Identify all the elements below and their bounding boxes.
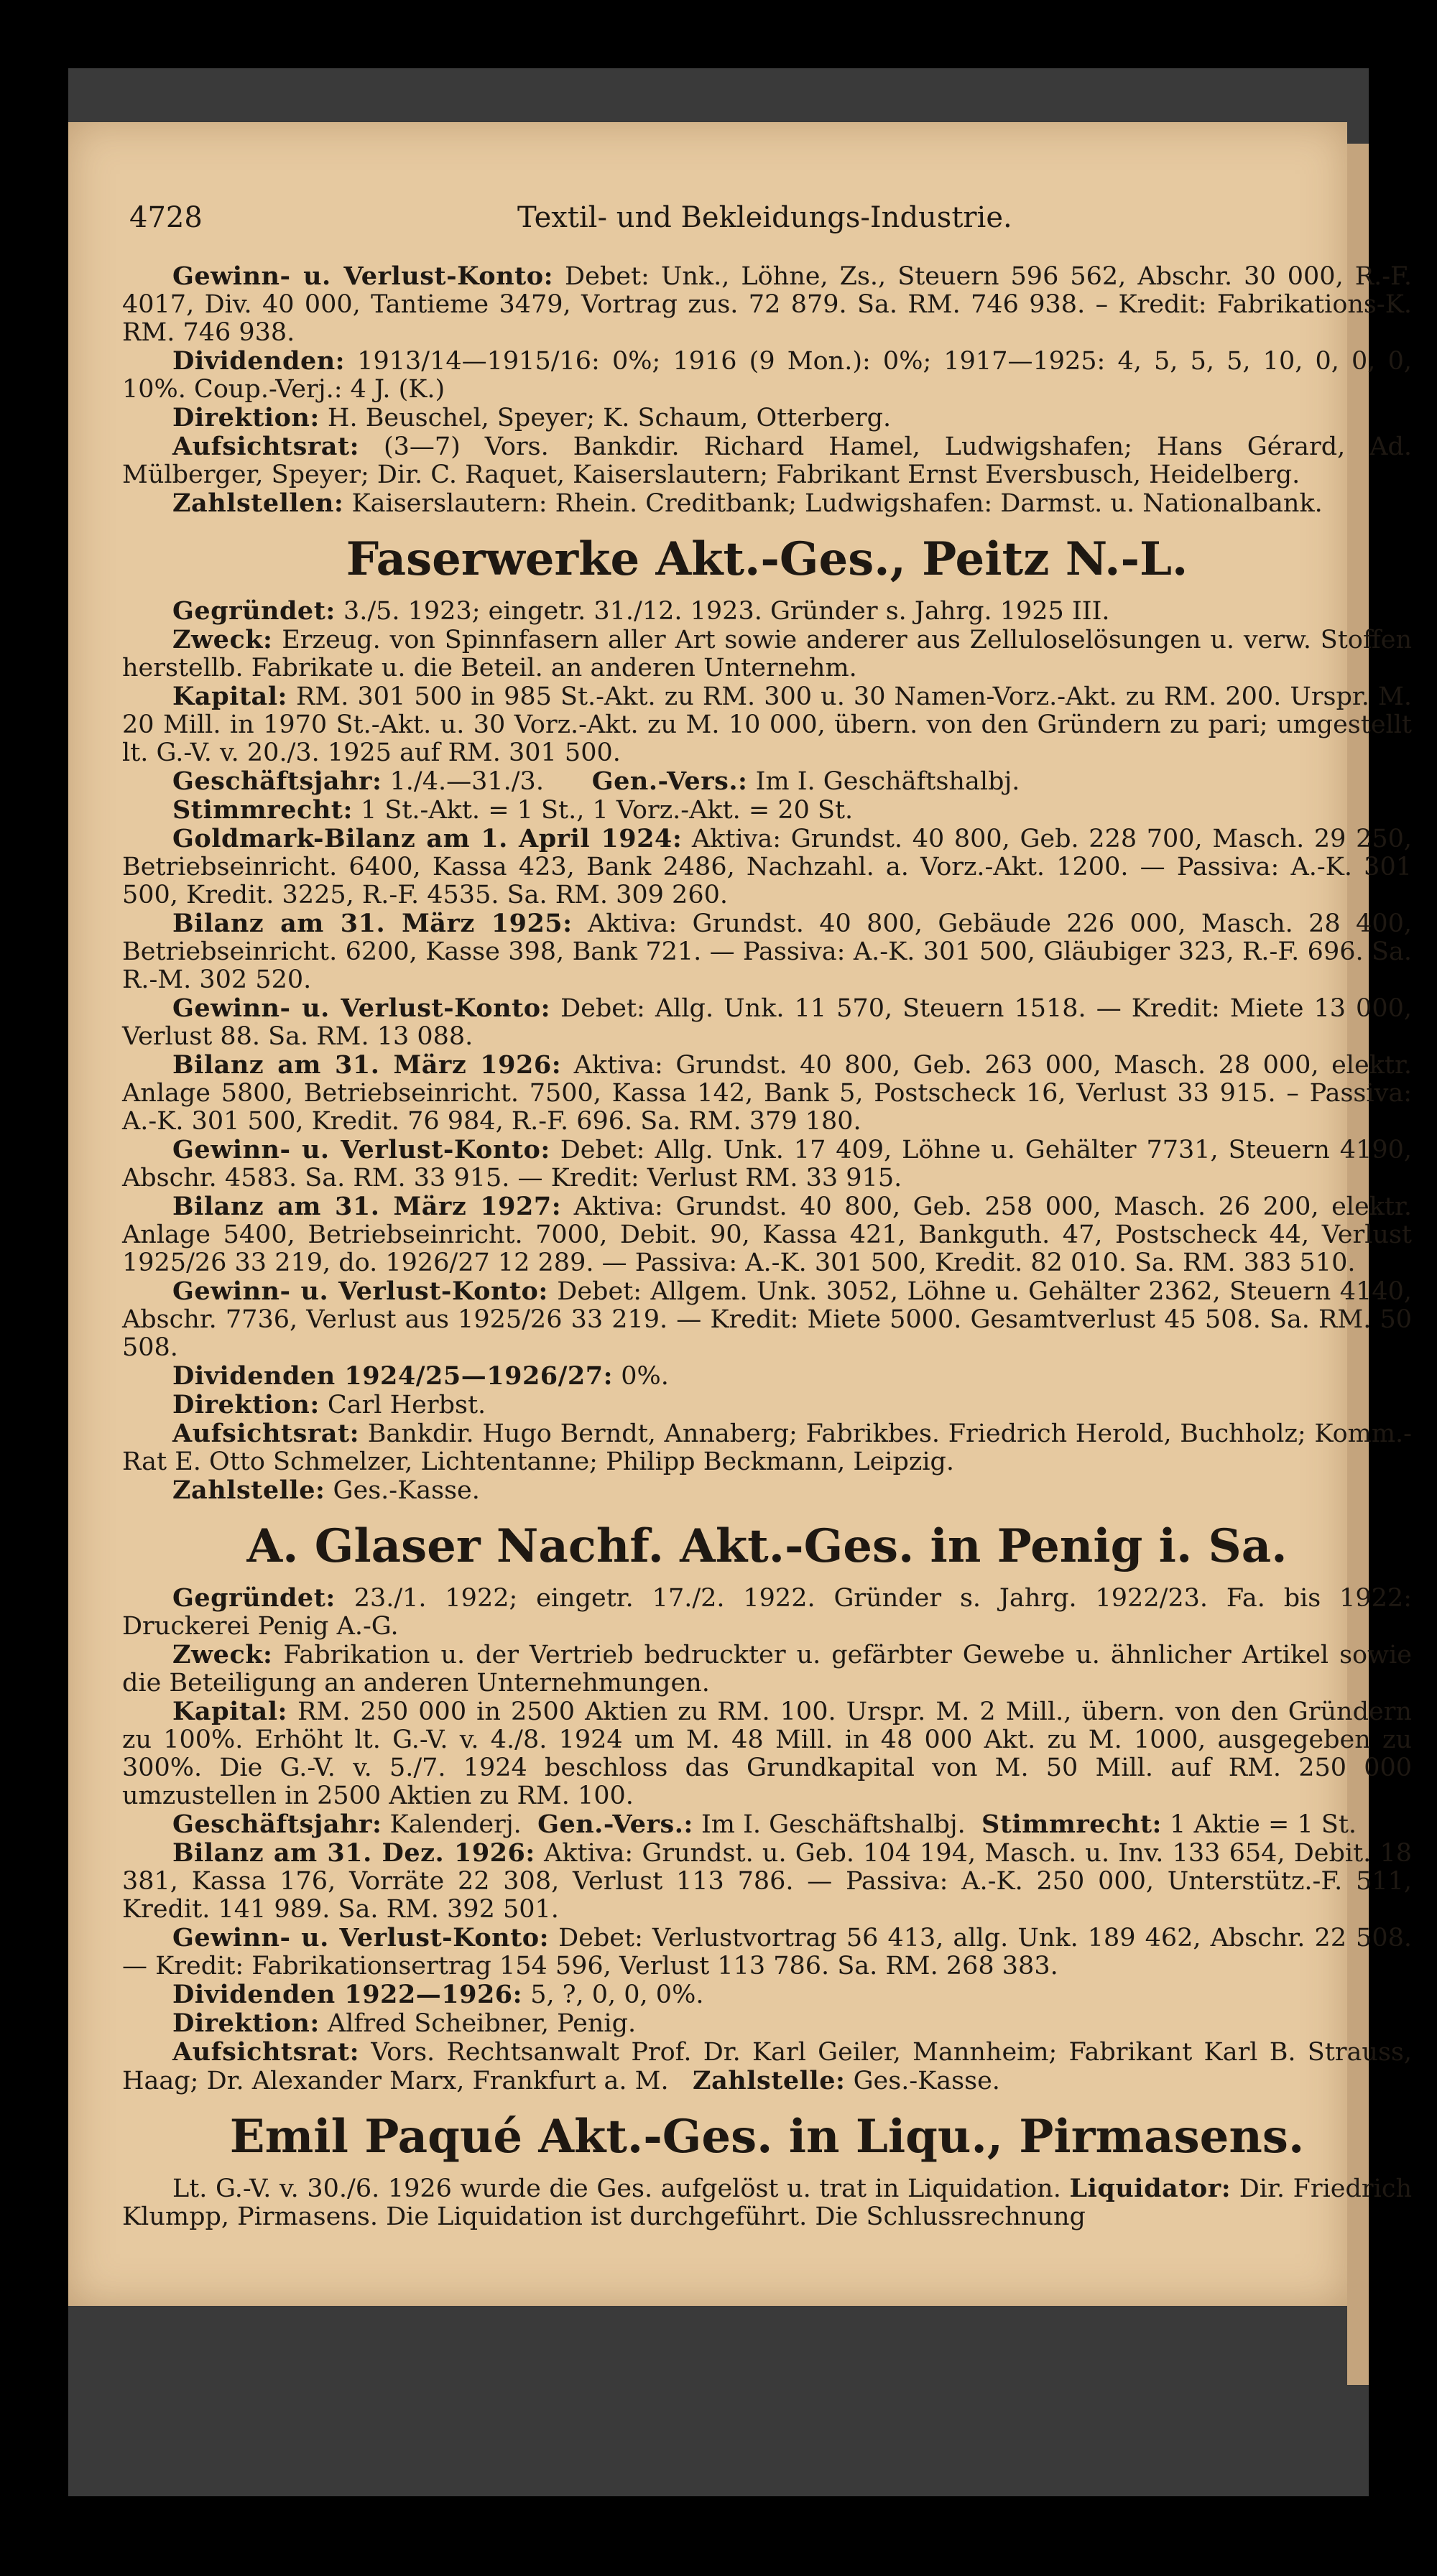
- faserwerke-aufsichtsrat: Aufsichtsrat: Bankdir. Hugo Berndt, Annaberg; Fabrikbes. Friedrich Herold, Buchholz; Komm.-Rat E. Otto Schmelzer, Lichtentanne; Philipp Beckmann, Leipzig.: [122, 1419, 1412, 1476]
- faserwerke-bilanz-1926: Bilanz am 31. März 1926: Aktiva: Grundst. 40 800, Geb. 263 000, Masch. 28 000, elektr. Anlage 5800, Betriebseinricht. 7500, Kassa 142, Bank 5, Postscheck 16, Verlust 33 915. – Passiva: A.-K. 301 500, Kredit. 76 984, R.-F. 696. Sa. RM. 379 180.: [122, 1050, 1412, 1136]
- faserwerke-kapital: Kapital: RM. 301 500 in 985 St.-Akt. zu RM. 300 u. 30 Namen-Vorz.-Akt. zu RM. 200. Urspr. M. 20 Mill. in 1970 St.-Akt. u. 30 Vorz.-Akt. zu M. 10 000, übern. von den Gründern zu pari; umgestellt lt. G.-V. v. 20./3. 1925 auf RM. 301 500.: [122, 682, 1412, 767]
- faserwerke-gegruendet: Gegründet: 3./5. 1923; eingetr. 31./12. 1923. Gründer s. Jahrg. 1925 III.: [172, 596, 1110, 626]
- faserwerke-stimmrecht: Stimmrecht: 1 St.-Akt. = 1 St., 1 Vorz.-Akt. = 20 St.: [172, 795, 854, 825]
- company-title-faserwerke: Faserwerke Akt.-Ges., Peitz N.-L.: [346, 532, 1188, 586]
- faserwerke-guv-1925: Gewinn- u. Verlust-Konto: Debet: Allg. Unk. 11 570, Steuern 1518. — Kredit: Miete 13 000, Verlust 88. Sa. RM. 13 088.: [122, 993, 1412, 1051]
- document-page: [68, 122, 1413, 2306]
- top-direktion: Direktion: H. Beuschel, Speyer; K. Schaum, Otterberg.: [172, 403, 892, 432]
- glaser-guv: Gewinn- u. Verlust-Konto: Debet: Verlustvortrag 56 413, allg. Unk. 189 462, Abschr. 22 508. — Kredit: Fabrikationsertrag 154 596, Verlust 113 786. Sa. RM. 268 383.: [122, 1923, 1412, 1980]
- glaser-aufsichtsrat: Aufsichtsrat: Vors. Rechtsanwalt Prof. Dr. Karl Geiler, Mannheim; Fabrikant Karl B. Strauss, Haag; Dr. Alexander Marx, Frankfurt a. M. Zahlstelle: Ges.-Kasse.: [122, 2037, 1412, 2095]
- faserwerke-bilanz-1925: Bilanz am 31. März 1925: Aktiva: Grundst. 40 800, Gebäude 226 000, Masch. 28 400, Betriebseinricht. 6200, Kasse 398, Bank 721. — Passiva: A.-K. 301 500, Gläubiger 323, R.-F. 696. Sa. R.-M. 302 520.: [122, 909, 1412, 994]
- top-guv: Gewinn- u. Verlust-Konto: Debet: Unk., Löhne, Zs., Steuern 596 562, Abschr. 30 000, R.-F. 4017, Div. 40 000, Tantieme 3479, Vortrag zus. 72 879. Sa. RM. 746 938. – Kredit: Fabrikations-K. RM. 746 938.: [122, 261, 1412, 347]
- company-title-glaser: A. Glaser Nachf. Akt.-Ges. in Penig i. Sa.: [246, 1519, 1288, 1573]
- section-title: Textil- und Bekleidungs-Industrie.: [517, 201, 1012, 234]
- page-header: [129, 201, 1063, 244]
- faserwerke-guv-1927: Gewinn- u. Verlust-Konto: Debet: Allgem. Unk. 3052, Löhne u. Gehälter 2362, Steuern 4140, Abschr. 7736, Verlust aus 1925/26 33 219. — Kredit: Miete 5000. Gesamtverlust 45 508. Sa. RM. 50 508.: [122, 1277, 1412, 1362]
- page-body: [122, 262, 1412, 2231]
- top-aufsichtsrat: Aufsichtsrat: (3—7) Vors. Bankdir. Richard Hamel, Ludwigshafen; Hans Gérard, Ad. Mülberger, Speyer; Dir. C. Raquet, Kaiserslautern; Fabrikant Ernst Eversbusch, Heidelberg.: [122, 432, 1412, 489]
- top-dividenden: Dividenden: 1913/14—1915/16: 0%; 1916 (9 Mon.): 0%; 1917—1925: 4, 5, 5, 5, 10, 0, 0, 0, 10%. Coup.-Verj.: 4 J. (K.): [122, 346, 1412, 404]
- glaser-bilanz: Bilanz am 31. Dez. 1926: Aktiva: Grundst. u. Geb. 104 194, Masch. u. Inv. 133 654, Debit. 18 381, Kassa 176, Vorräte 22 308, Verlust 113 786. — Passiva: A.-K. 250 000, Unterstütz.-F. 511, Kredit. 141 989. Sa. RM. 392 501.: [122, 1838, 1412, 1924]
- faserwerke-zweck: Zweck: Erzeug. von Spinnfasern aller Art sowie anderer aus Zelluloselösungen u. verw. Stoffen herstellb. Fabrikate u. die Beteil. an anderen Unternehm.: [122, 625, 1412, 682]
- faserwerke-goldmark-bilanz: Goldmark-Bilanz am 1. April 1924: Aktiva: Grundst. 40 800, Geb. 228 700, Masch. 29 250, Betriebseinricht. 6400, Kassa 423, Bank 2486, Nachzahl. a. Vorz.-Akt. 1200. — Passiva: A.-K. 301 500, Kredit. 3225, R.-F. 4535. Sa. RM. 309 260.: [122, 824, 1413, 909]
- company-title-paque: Emil Paqué Akt.-Ges. in Liqu., Pirmasens.: [229, 2110, 1305, 2164]
- faserwerke-zahlstelle: Zahlstelle: Ges.-Kasse.: [172, 1475, 480, 1505]
- faserwerke-dividenden: Dividenden 1924/25—1926/27: 0%.: [172, 1361, 669, 1391]
- faserwerke-bilanz-1927: Bilanz am 31. März 1927: Aktiva: Grundst. 40 800, Geb. 258 000, Masch. 26 200, elektr. Anlage 5400, Betriebseinricht. 7000, Debit. 90, Kassa 421, Bankguth. 47, Postscheck 44, Verlust 1925/26 33 219, do. 1926/27 12 289. — Passiva: A.-K. 301 500, Kredit. 82 010. Sa. RM. 383 510.: [122, 1192, 1412, 1277]
- glaser-direktion: Direktion: Alfred Scheibner, Penig.: [172, 2009, 637, 2038]
- paque-text: Lt. G.-V. v. 30./6. 1926 wurde die Ges. aufgelöst u. trat in Liquidation. Liquidator: Dir. Friedrich Klumpp, Pirmasens. Die Liquidation ist durchgeführt. Die Schlussrechnung: [122, 2174, 1412, 2231]
- glaser-gegruendet: Gegründet: 23./1. 1922; eingetr. 17./2. 1922. Gründer s. Jahrg. 1922/23. Fa. bis 1922: Druckerei Penig A.-G.: [122, 1583, 1412, 1641]
- glaser-zweck: Zweck: Fabrikation u. der Vertrieb bedruckter u. gefärbter Gewebe u. ähnlicher Artikel sowie die Beteiligung an anderen Unternehmungen.: [122, 1640, 1412, 1697]
- top-zahlstellen: Zahlstellen: Kaiserslautern: Rhein. Creditbank; Ludwigshafen: Darmst. u. Nationalbank.: [172, 488, 1323, 518]
- glaser-dividenden: Dividenden 1922—1926: 5, ?, 0, 0, 0%.: [172, 1980, 704, 2009]
- glaser-geschaeftsjahr: Geschäftsjahr: Kalenderj. Gen.-Vers.: Im I. Geschäftshalbj. Stimmrecht: 1 Aktie = 1 St.: [172, 1810, 1357, 1839]
- page-number: 4728: [129, 201, 203, 234]
- glaser-kapital: Kapital: RM. 250 000 in 2500 Aktien zu RM. 100. Urspr. M. 2 Mill., übern. von den Gründern zu 100%. Erhöht lt. G.-V. v. 4./8. 1924 um M. 48 Mill. in 48 000 Akt. zu M. 1000, ausgegeben zu 300%. Die G.-V. v. 5./7. 1924 beschloss das Grundkapital von M. 50 Mill. auf RM. 250 000 umzustellen in 2500 Aktien zu RM. 100.: [122, 1697, 1412, 1810]
- faserwerke-geschaeftsjahr: Geschäftsjahr: 1./4.—31./3. Gen.-Vers.: Im I. Geschäftshalbj.: [172, 766, 1020, 796]
- faserwerke-direktion: Direktion: Carl Herbst.: [172, 1390, 486, 1419]
- faserwerke-guv-1926: Gewinn- u. Verlust-Konto: Debet: Allg. Unk. 17 409, Löhne u. Gehälter 7731, Steuern 4190, Abschr. 4583. Sa. RM. 33 915. — Kredit: Verlust RM. 33 915.: [122, 1135, 1412, 1192]
